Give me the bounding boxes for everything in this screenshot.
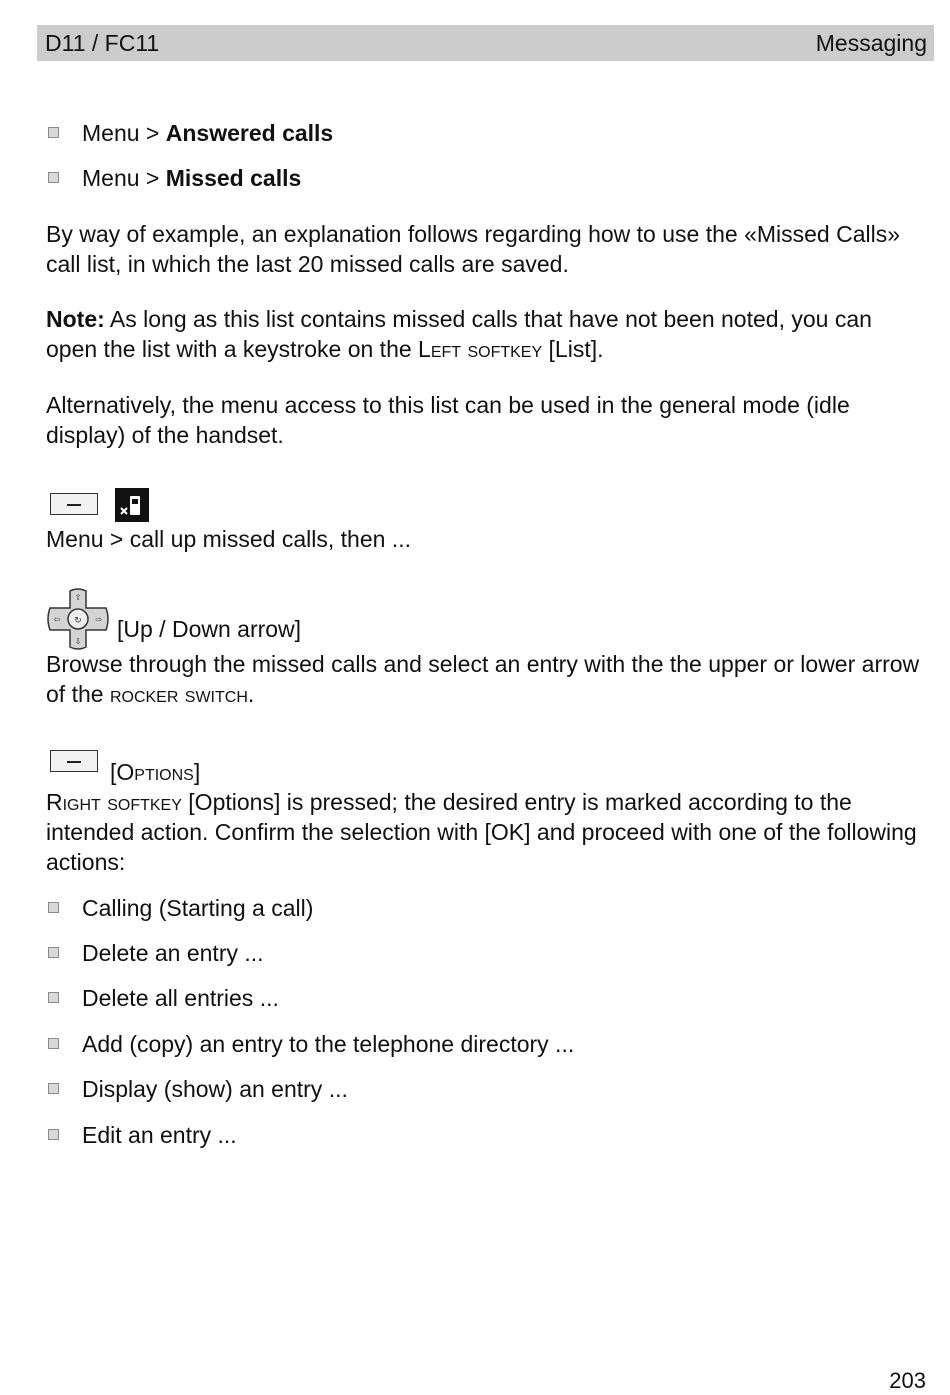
bullet-square-icon (48, 1083, 59, 1094)
right-softkey-icon (50, 750, 98, 772)
step3-label: [Options] (110, 759, 201, 785)
step2-label: [Up / Down arrow] (117, 616, 302, 642)
step2-description: Browse through the missed calls and select an entry with the the upper or lower arrow of the rocker switch. (46, 651, 920, 707)
svg-text:⇩: ⇩ (74, 637, 82, 646)
bullet-square-icon (48, 1038, 59, 1049)
header-model: D11 / FC11 (45, 30, 160, 56)
alternative-paragraph: Alternatively, the menu access to this list can be used in the general mode (idle display) of the handset. (46, 392, 850, 448)
svg-text:⇧: ⇧ (74, 593, 82, 602)
menu-answered-calls: Answered calls (165, 120, 334, 146)
page-number: 203 (889, 1368, 926, 1393)
svg-text:⇦: ⇦ (53, 615, 61, 624)
bullet-square-icon (48, 1129, 59, 1140)
bullet-square-icon (48, 902, 59, 913)
menu-missed-calls: Missed calls (165, 165, 302, 191)
svg-text:⇨: ⇨ (95, 615, 103, 624)
page-header (37, 25, 934, 61)
left-softkey-icon (50, 493, 98, 515)
bullet-square-icon (48, 992, 59, 1003)
header-section: Messaging (815, 30, 927, 56)
bullet-square-icon (48, 172, 59, 183)
rocker-switch-icon (46, 588, 110, 650)
svg-text:↻: ↻ (74, 616, 82, 626)
bullet-square-icon (48, 947, 59, 958)
note-paragraph: Note: As long as this list contains missed calls that have not been noted, you can open the list with a keystroke on the Left softkey [List]. (46, 306, 872, 362)
intro-paragraph: By way of example, an explanation follows regarding how to use the «Missed Calls» call list, in which the last 20 missed calls are saved. (46, 221, 901, 277)
bullet-square-icon (48, 127, 59, 138)
step3-description: Right softkey [Options] is pressed; the desired entry is marked according to the intended action. Confirm the selection with [OK] and proceed with one of the following actions: (46, 789, 917, 875)
step1-description: Menu > call up missed calls, then ... (46, 526, 411, 552)
missed-call-icon (115, 488, 149, 522)
